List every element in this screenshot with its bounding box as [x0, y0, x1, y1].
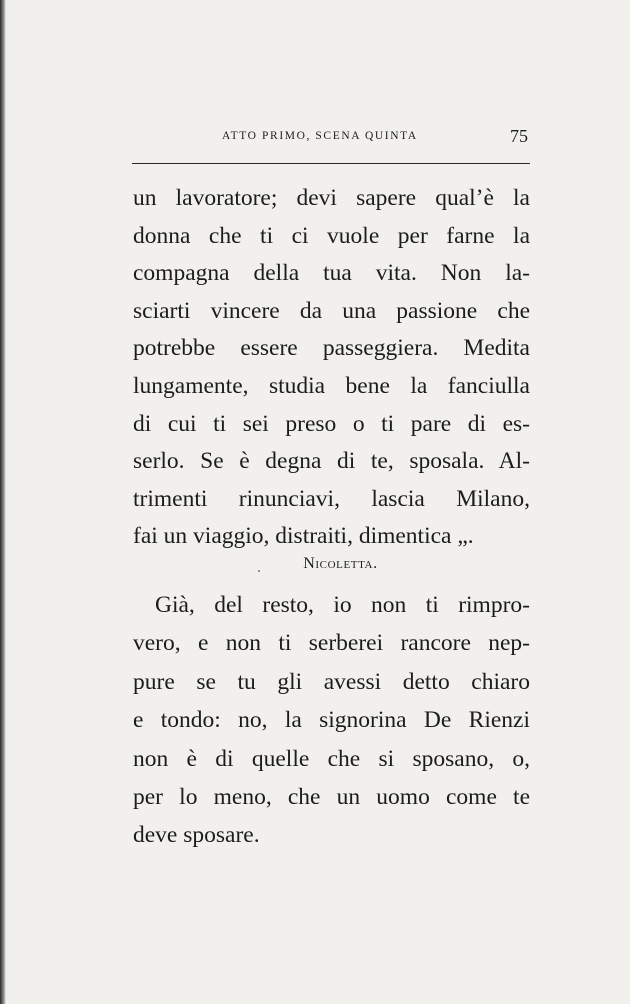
text-line: di cui ti sei preso o ti pare di es- [133, 410, 530, 437]
text-line: fai un viaggio, distraiti, dimentica „. [133, 523, 474, 550]
header-rule [132, 163, 530, 164]
text-line: lungamente, studia bene la fanciulla [133, 372, 530, 399]
page-number: 75 [510, 126, 528, 146]
text-line: trimenti rinunciavi, lascia Milano, [133, 485, 530, 512]
text-line: per lo meno, che un uomo come te [133, 783, 530, 810]
text-line: sciarti vincere da una passione che [133, 297, 530, 324]
text-line: donna che ti ci vuole per farne la [133, 222, 530, 249]
page-edge-shadow [0, 0, 6, 1004]
body-paragraph-2 [133, 586, 530, 855]
text-line: pure se tu gli avessi detto chiaro [133, 668, 530, 695]
page-header [132, 126, 530, 148]
text-line: compagna della tua vita. Non la- [133, 260, 530, 287]
text-line: serlo. Se è degna di te, sposala. Al- [133, 448, 530, 475]
text-line: Già, del resto, io non ti rimpro- [155, 592, 530, 618]
text-line: un lavoratore; devi sapere qual’è la [133, 185, 530, 211]
text-line: non è di quelle che si sposano, o, [133, 745, 530, 772]
running-title: ATTO PRIMO, SCENA QUINTA [222, 130, 418, 142]
text-line: deve sposare. [133, 822, 260, 849]
speaker-name: Nicoletta. [303, 555, 378, 572]
text-line: vero, e non ti serberei rancore nep- [133, 630, 530, 657]
text-line: potrebbe essere passeggiera. Medita [133, 335, 530, 362]
text-line: e tondo: no, la signorina De Rienzi [133, 707, 530, 734]
body-paragraph-1 [133, 180, 530, 556]
